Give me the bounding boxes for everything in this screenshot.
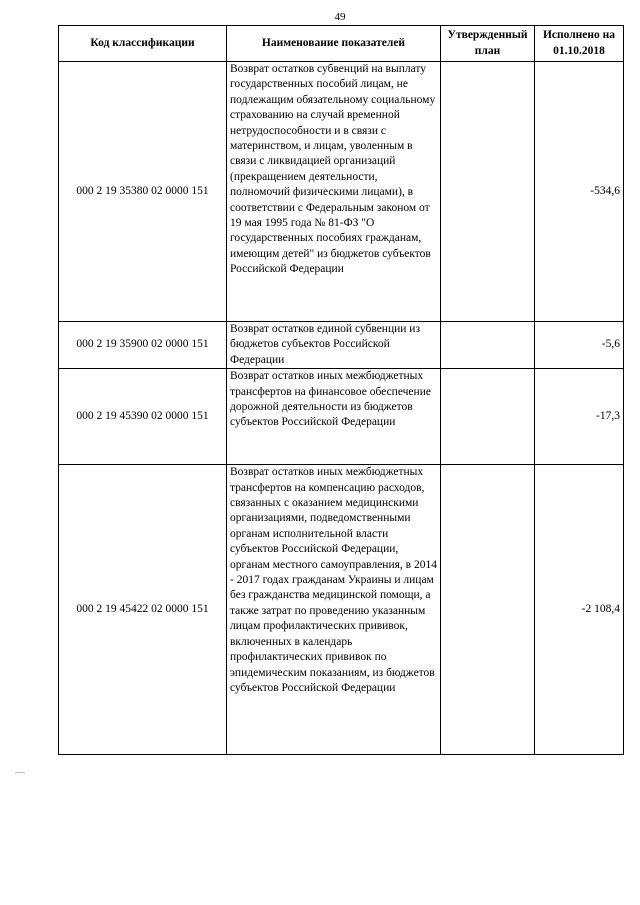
header-plan: Утвержденный план: [441, 26, 535, 62]
row-name: Возврат остатков иных межбюджетных трансфертов на финансовое обеспечение дорожной деятельности из бюджетов субъектов Российской Федерации: [227, 369, 441, 465]
row-name: Возврат остатков субвенций на выплату государственных пособий лицам, не подлежащим обязательному социальному страхованию на случай временной нетрудоспособности и в связи с материнством, и лицам, уволенным в связи с ликвидацией организаций (прекращением деятельности, полномочий физическими лицами), в соответствии с Федеральным законом от 19 мая 1995 года № 81-ФЗ "О государственных пособиях гражданам, имеющим детей" из бюджетов субъектов Российской Федерации: [227, 62, 441, 322]
row-code: 000 2 19 45390 02 0000 151: [59, 369, 227, 465]
budget-table: [58, 25, 624, 755]
header-name: Наименование показателей: [227, 26, 441, 62]
row-done: -17,3: [535, 369, 624, 465]
row-name: Возврат остатков иных межбюджетных трансфертов на компенсацию расходов, связанных с оказанием медицинскими организациями, подведомственными органам исполнительной власти субъектов Российской Федерации, органам местного самоуправления, в 2014 - 2017 годах гражданам Украины и лицам без гражданства медицинской помощи, а также затрат по проведению указанным лицам профилактических прививок, включенных в календарь профилактических прививок по эпидемическим показаниям, из бюджетов субъектов Российской Федерации: [227, 465, 441, 755]
table-row: [59, 322, 624, 369]
row-done: -2 108,4: [535, 465, 624, 755]
row-done: -534,6: [535, 62, 624, 322]
table-header-row: [59, 26, 624, 62]
row-name: Возврат остатков единой субвенции из бюджетов субъектов Российской Федерации: [227, 322, 441, 369]
row-plan: [441, 62, 535, 322]
row-code: 000 2 19 35900 02 0000 151: [59, 322, 227, 369]
row-code: 000 2 19 35380 02 0000 151: [59, 62, 227, 322]
header-done: Исполнено на 01.10.2018: [535, 26, 624, 62]
row-plan: [441, 465, 535, 755]
table-row: [59, 369, 624, 465]
page-number: 49: [334, 11, 346, 23]
table-row: [59, 62, 624, 322]
row-done: -5,6: [535, 322, 624, 369]
margin-mark: [15, 772, 25, 773]
row-plan: [441, 322, 535, 369]
row-plan: [441, 369, 535, 465]
row-code: 000 2 19 45422 02 0000 151: [59, 465, 227, 755]
table-row: [59, 465, 624, 755]
header-code: Код классификации: [59, 26, 227, 62]
